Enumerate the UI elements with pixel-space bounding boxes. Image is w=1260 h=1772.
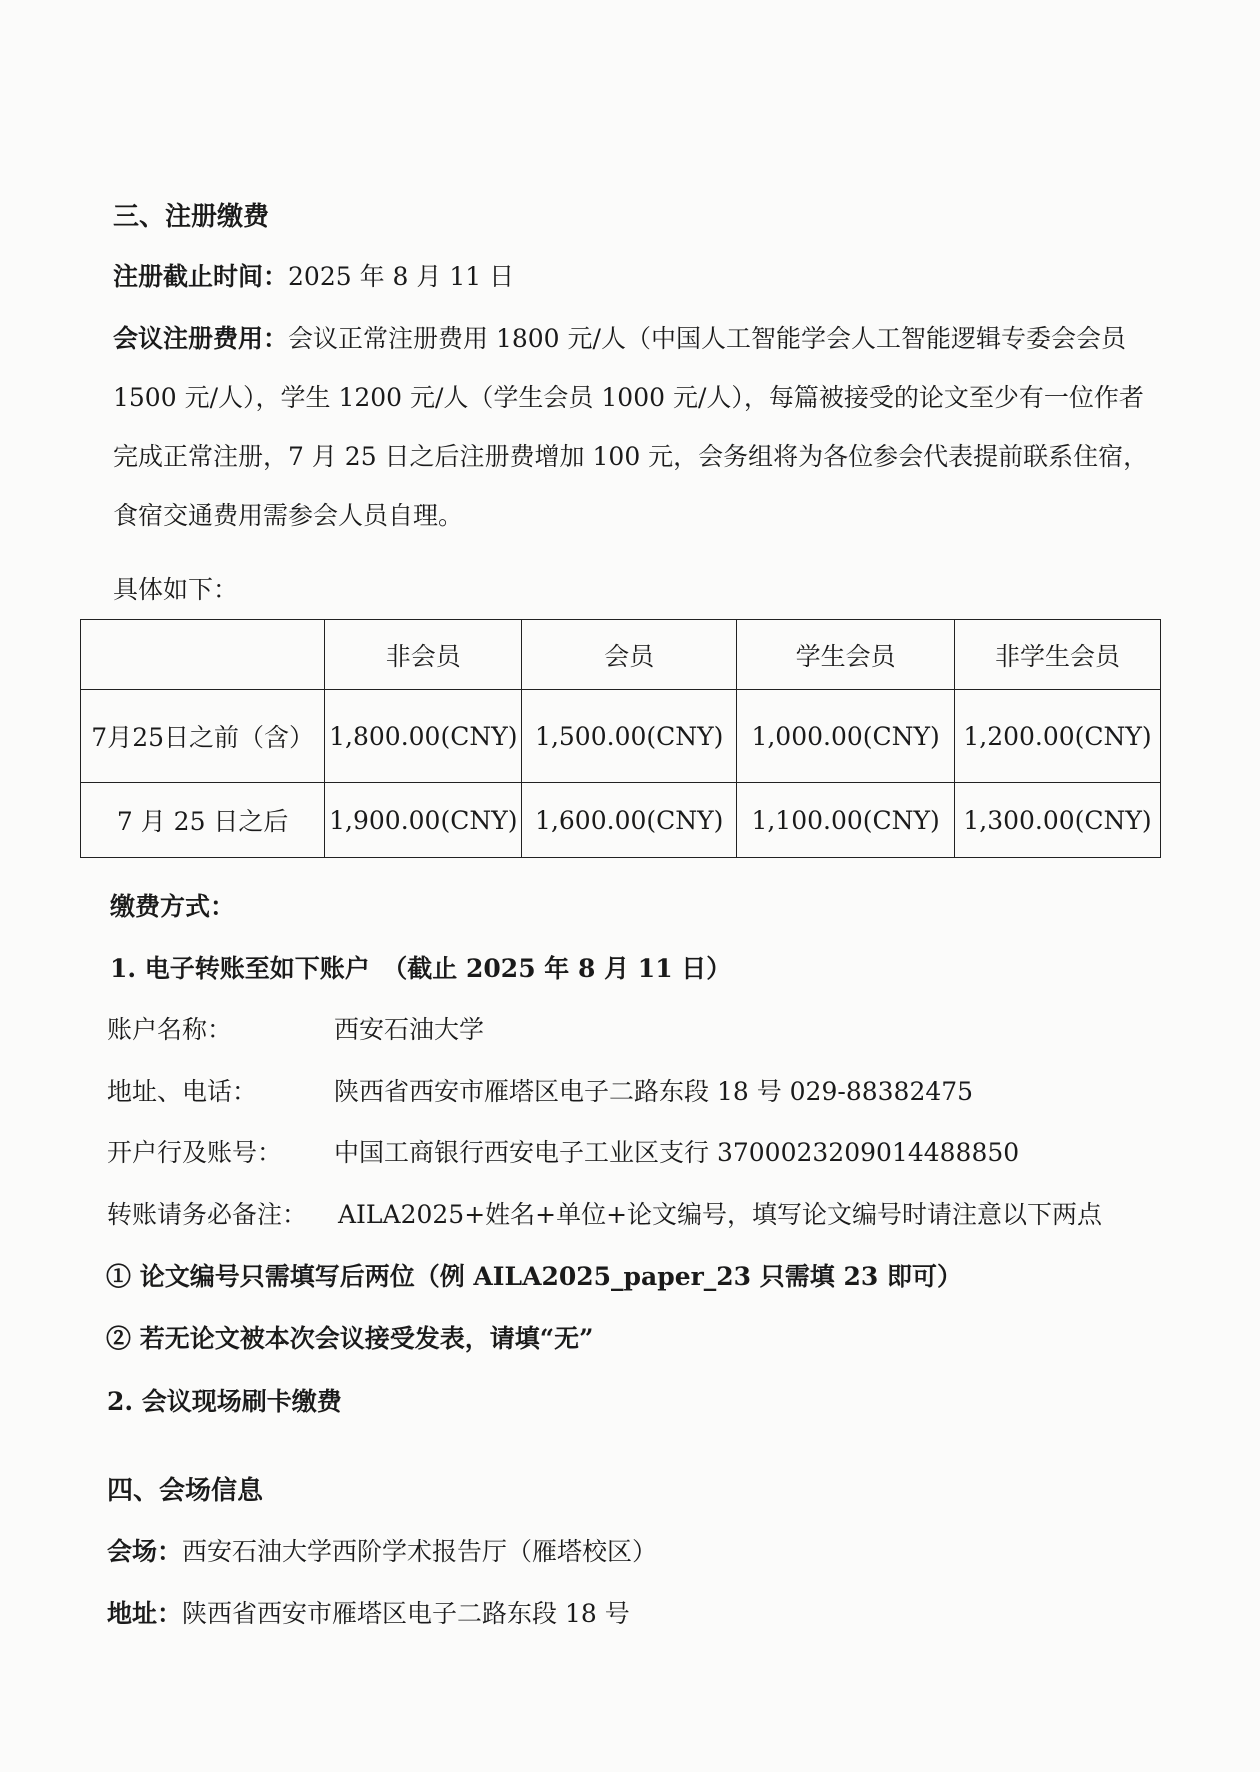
section3-heading: 三、注册缴费 — [113, 202, 270, 232]
venue-address-label: 地址： — [107, 1599, 183, 1628]
deadline-line — [113, 260, 514, 294]
fee-table — [80, 619, 1161, 858]
header-cell-empty — [81, 620, 325, 690]
remark-note-1: ① 论文编号只需填写后两位（例 AILA2025_paper_23 只需填 23 即可） — [106, 1262, 962, 1291]
details-intro: 具体如下： — [113, 575, 239, 604]
venue-address-value: 陕西省西安市雁塔区电子二路东段 18 号 — [182, 1599, 630, 1628]
table-row — [81, 783, 1161, 858]
table-row — [81, 690, 1161, 783]
remark-note-2: ② 若无论文被本次会议接受发表，请填“无” — [106, 1324, 594, 1353]
table-cell: 1,000.00(CNY) — [737, 690, 955, 783]
header-cell-non-member: 非会员 — [325, 620, 522, 690]
table-cell: 1,100.00(CNY) — [737, 783, 955, 858]
table-cell: 1,900.00(CNY) — [325, 783, 522, 858]
header-cell-student-member: 学生会员 — [737, 620, 955, 690]
address-phone-value: 陕西省西安市雁塔区电子二路东段 18 号 029-88382475 — [334, 1077, 974, 1106]
table-cell: 1,300.00(CNY) — [955, 783, 1161, 858]
section4-heading: 四、会场信息 — [107, 1476, 264, 1506]
account-name-label: 账户名称： — [107, 1015, 233, 1044]
table-cell: 1,200.00(CNY) — [955, 690, 1161, 783]
transfer-remark-value: AILA2025+姓名+单位+论文编号，填写论文编号时请注意以下两点 — [338, 1200, 1103, 1229]
row-label: 7月25日之前（含） — [81, 690, 325, 783]
header-cell-member: 会员 — [522, 620, 737, 690]
venue-label: 会场： — [107, 1537, 183, 1566]
address-phone-label: 地址、电话： — [107, 1077, 258, 1106]
deadline-value: 2025 年 8 月 11 日 — [288, 262, 515, 291]
payment-method-1: 1. 电子转账至如下账户 （截止 2025 年 8 月 11 日） — [110, 954, 732, 983]
account-name-value: 西安石油大学 — [334, 1015, 485, 1044]
header-cell-non-student-member: 非学生会员 — [955, 620, 1161, 690]
fee-table-header-row — [81, 620, 1161, 690]
payment-method-2: 2. 会议现场刷卡缴费 — [107, 1387, 342, 1416]
bank-account-value: 中国工商银行西安电子工业区支行 3700023209014488850 — [334, 1138, 1020, 1167]
transfer-remark-label: 转账请务必备注： — [107, 1200, 308, 1229]
table-cell: 1,800.00(CNY) — [325, 690, 522, 783]
venue-address-line — [107, 1597, 630, 1631]
venue-value: 西安石油大学西阶学术报告厅（雁塔校区） — [182, 1537, 658, 1566]
row-label: 7 月 25 日之后 — [81, 783, 325, 858]
bank-account-label: 开户行及账号： — [107, 1138, 283, 1167]
deadline-label: 注册截止时间： — [113, 262, 289, 291]
table-cell: 1,600.00(CNY) — [522, 783, 737, 858]
payment-heading: 缴费方式： — [110, 892, 236, 921]
venue-line — [107, 1535, 657, 1569]
table-cell: 1,500.00(CNY) — [522, 690, 737, 783]
fee-paragraph — [113, 309, 1153, 545]
fee-text: 会议正常注册费用 1800 元/人（中国人工智能学会人工智能逻辑专委会会员 1500 元/人），学生 1200 元/人（学生会员 1000 元/人），每篇被接受的论文至少有一位作者完成正常注册，7 月 25 日之后注册费增加 100 元，会务组将为各位参会代表提前联系住宿，食宿交通费用需参会人员自理。 — [113, 324, 1149, 530]
fee-label: 会议注册费用： — [113, 324, 289, 353]
